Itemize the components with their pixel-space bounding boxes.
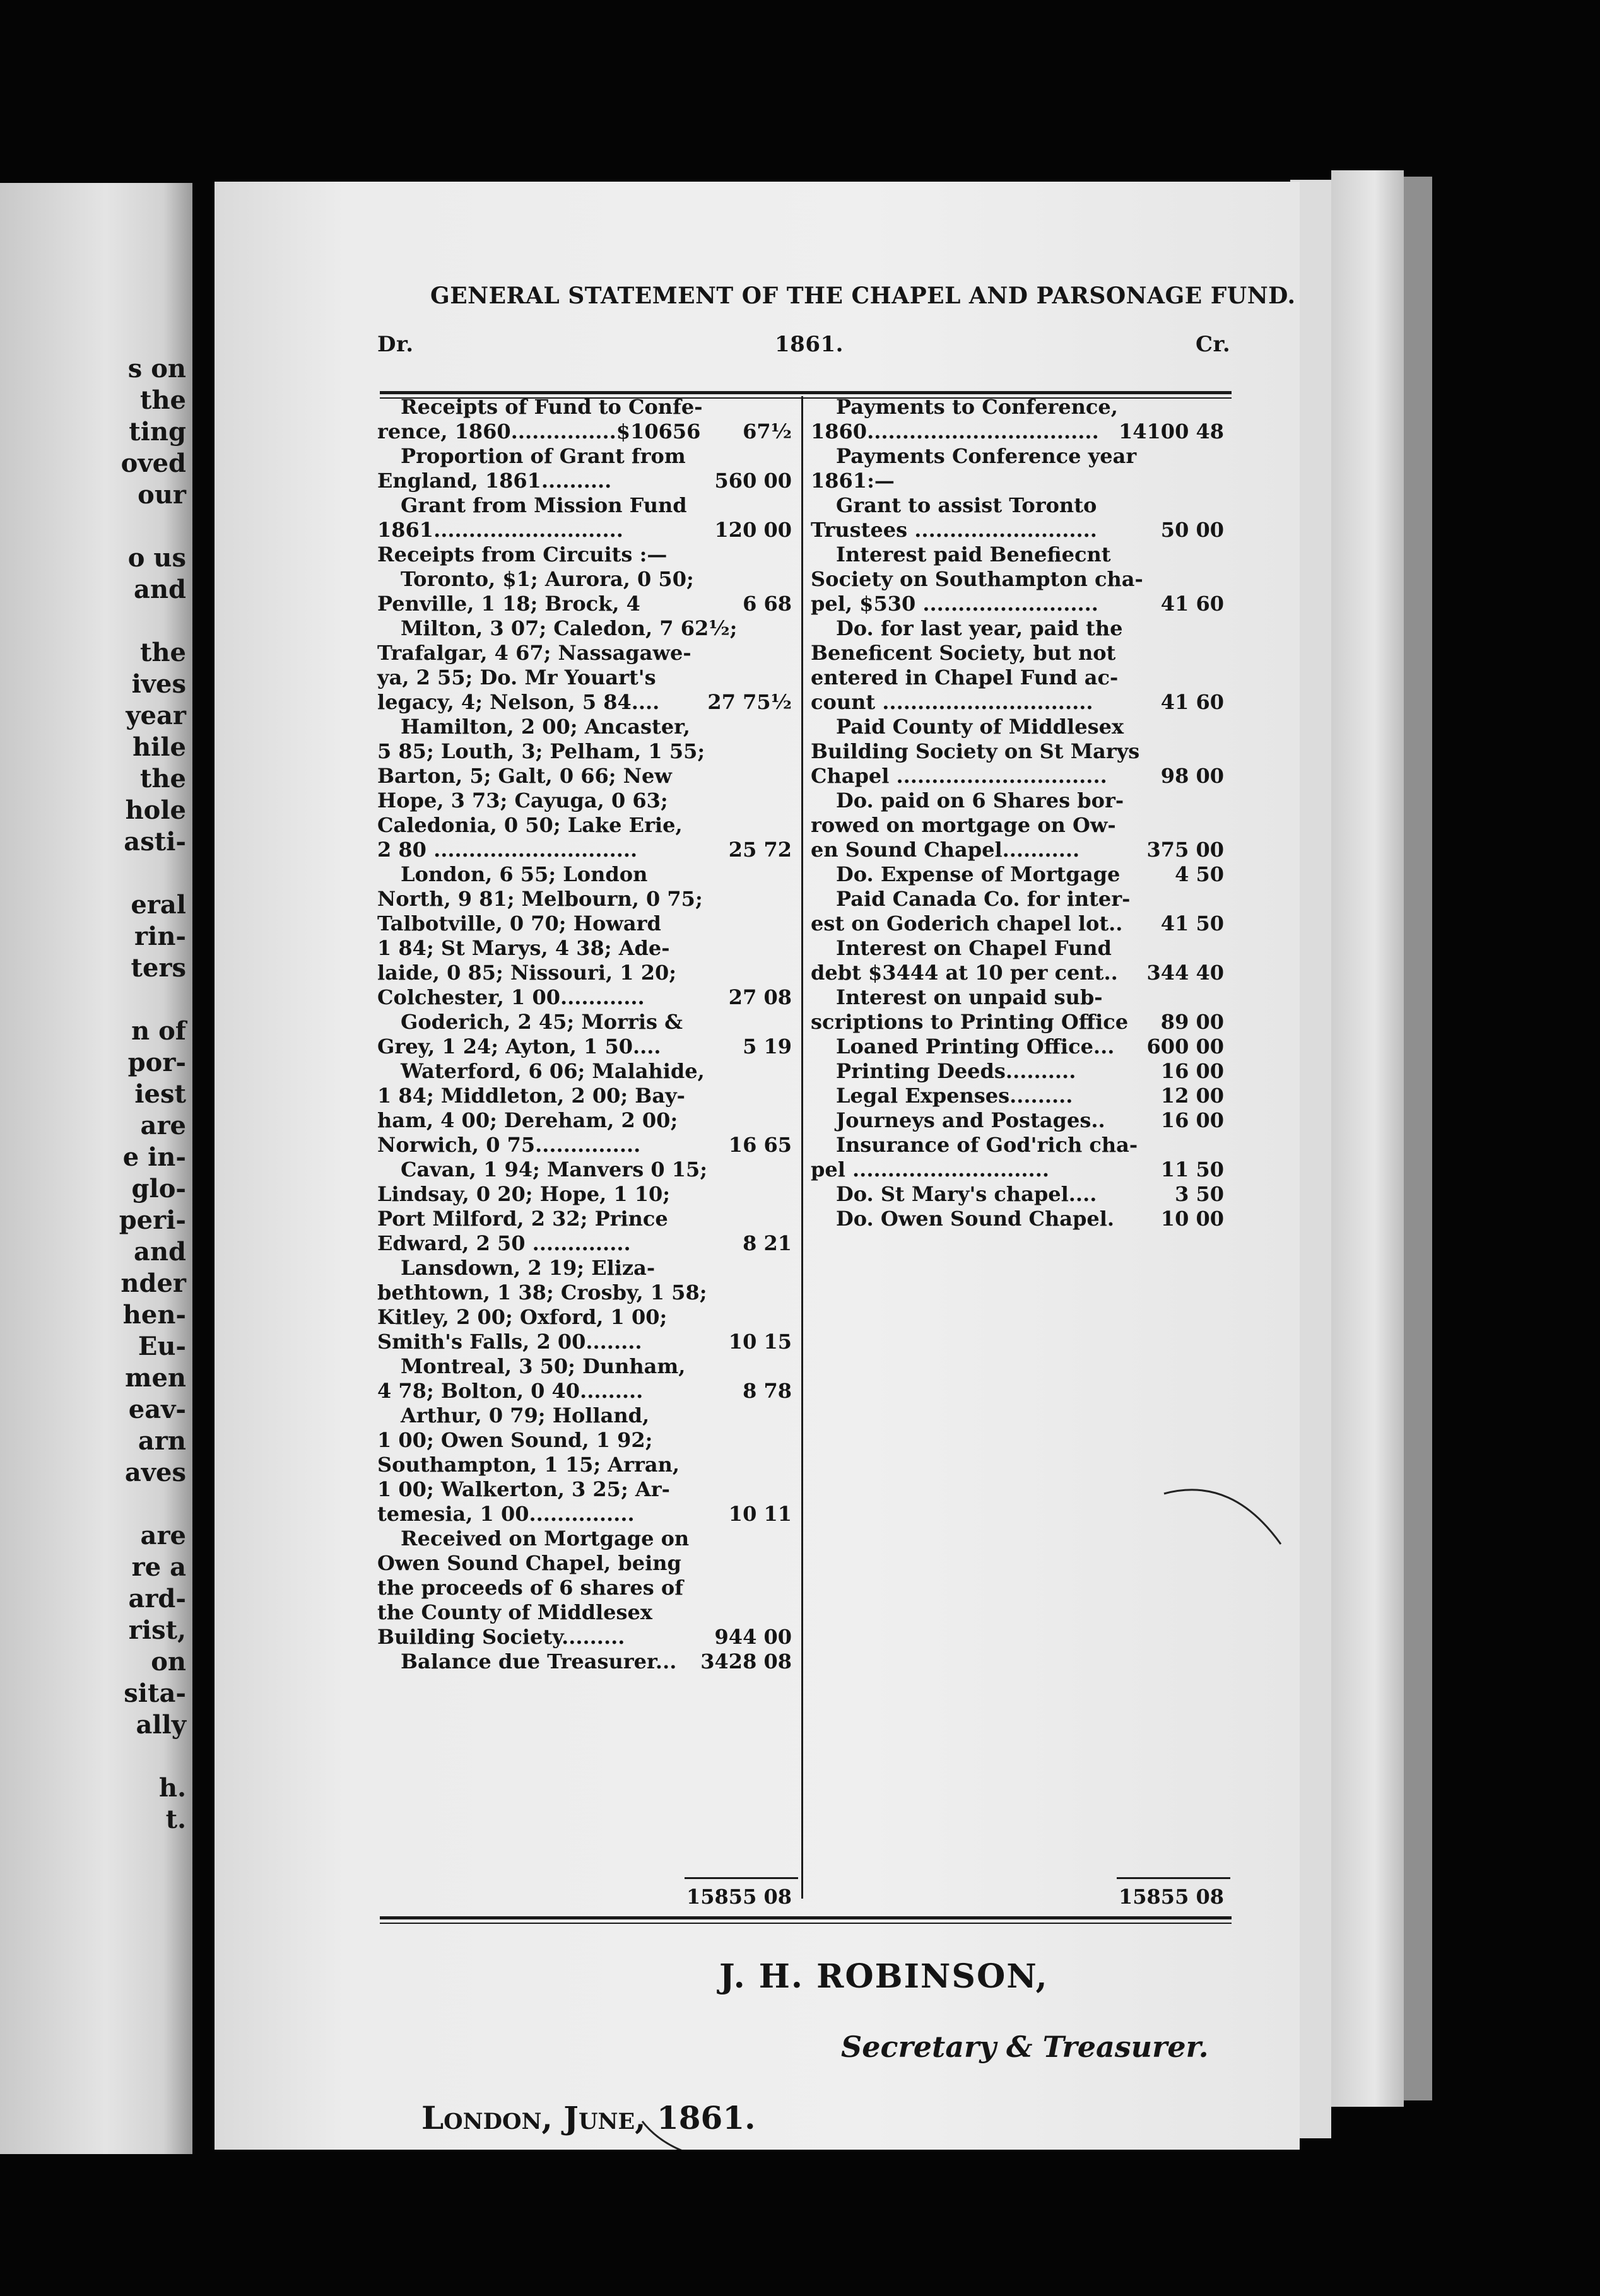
left-page-fragment: e in- [122,1142,186,1172]
credit-amount: 14100 48 [1119,419,1224,443]
left-page-fragment: oved [121,448,186,478]
debit-amount: 8 78 [743,1379,792,1403]
left-page-fragment: n of [131,1016,186,1046]
debit-line: 1 84; St Marys, 4 38; Ade- [377,936,670,960]
debit-line: Grant from Mission Fund [401,493,687,517]
credit-line: Society on Southampton cha- [811,567,1143,591]
credit-line: Journeys and Postages.. [836,1108,1105,1132]
left-page-fragment: hen- [122,1300,186,1330]
debit-line: Receipts from Circuits :— [377,542,668,566]
place-date: London, June, 1861. [421,2099,756,2136]
left-page-fragment: glo- [131,1174,186,1204]
credit-line: Do. paid on 6 Shares bor- [836,788,1124,812]
debit-line: temesia, 1 00............... [377,1502,635,1526]
left-page-fragment: ally [136,1710,186,1740]
left-page-fragment: nder [121,1268,186,1298]
left-page-fragment: the [139,385,186,415]
debit-line: rence, 1860...............$10656 [377,419,701,443]
debit-line: Received on Mortgage on [401,1526,690,1550]
debit-line: Cavan, 1 94; Manvers 0 15; [401,1157,708,1181]
left-page-fragment: our [138,480,186,510]
credit-line: count .............................. [811,690,1093,714]
debit-line: Milton, 3 07; Caledon, 7 62½; [401,616,738,640]
debit-amount: 560 00 [714,469,792,493]
debit-line: Owen Sound Chapel, being [377,1551,681,1575]
credit-line: Paid County of Middlesex [836,715,1124,739]
debit-line: Balance due Treasurer... [401,1649,677,1673]
left-page-fragment: and [134,1237,186,1267]
credit-line: debt $3444 at 10 per cent.. [811,961,1118,985]
credit-line: en Sound Chapel........... [811,838,1080,862]
debit-line: Waterford, 6 06; Malahide, [401,1059,705,1083]
debit-line: 2 80 ............................. [377,838,638,862]
left-page-fragment: sita- [124,1678,186,1708]
left-page-fragment: ters [131,953,186,983]
debit-line: Caledonia, 0 50; Lake Erie, [377,813,683,837]
credit-amount: 3 50 [1175,1182,1224,1206]
credit-amount: 41 50 [1160,911,1224,935]
debit-amount: 5 19 [743,1034,792,1058]
debit-line: ham, 4 00; Dereham, 2 00; [377,1108,678,1132]
page-edge-stack [1331,170,1404,2107]
left-page-fragment: asti- [124,827,186,857]
debit-line: Trafalgar, 4 67; Nassagawe- [377,641,691,665]
left-page-fragment: are [140,1111,186,1140]
left-page-fragment: aves [124,1458,186,1487]
credit-line: Building Society on St Marys [811,739,1140,763]
credit-amount: 4 50 [1175,862,1224,886]
credit-amount: 344 40 [1146,961,1224,985]
debit-line: 1 00; Walkerton, 3 25; Ar- [377,1477,670,1501]
left-page-fragment: are [140,1521,186,1550]
debit-line: 4 78; Bolton, 0 40......... [377,1379,644,1403]
debit-line: North, 9 81; Melbourn, 0 75; [377,887,703,911]
left-page-fragment: eral [131,890,186,920]
left-page-fragment: men [125,1363,186,1393]
debit-line: Port Milford, 2 32; Prince [377,1207,668,1231]
credit-line: Paid Canada Co. for inter- [836,887,1131,911]
credit-line: rowed on mortgage on Ow- [811,813,1116,837]
credit-line: Loaned Printing Office... [836,1034,1115,1058]
debit-line: 1 84; Middleton, 2 00; Bay- [377,1084,685,1108]
debit-amount: 944 00 [714,1625,792,1649]
credit-line: Grant to assist Toronto [836,493,1097,517]
credit-line: pel ............................ [811,1157,1049,1181]
credit-total: 15855 08 [1119,1885,1224,1909]
left-page-fragment: re a [131,1552,186,1582]
debit-line: Goderich, 2 45; Morris & [401,1010,683,1034]
debit-line: Barton, 5; Galt, 0 66; New [377,764,672,788]
debit-amount: 10 11 [728,1502,792,1526]
credit-amount: 10 00 [1160,1207,1224,1231]
credit-amount: 16 00 [1160,1108,1224,1132]
credit-line: Interest on Chapel Fund [836,936,1112,960]
left-page-fragment: rist, [128,1615,186,1645]
debit-line: Smith's Falls, 2 00........ [377,1330,642,1354]
debit-amount: 3428 08 [700,1649,792,1673]
credit-line: pel, $530 ......................... [811,592,1098,616]
left-page-fragment: t. [165,1805,186,1834]
debit-line: the proceeds of 6 shares of [377,1576,684,1600]
debit-amount: 6 68 [743,592,792,616]
credit-line: est on Goderich chapel lot.. [811,911,1123,935]
left-page-fragment: s on [127,354,186,384]
credit-amount: 41 60 [1160,690,1224,714]
credit-line: Trustees .......................... [811,518,1097,542]
left-page-fragment: and [134,575,186,604]
left-page-fragment: peri- [119,1205,186,1235]
left-page-fragment: ting [129,417,186,447]
debit-line: ya, 2 55; Do. Mr Youart's [377,665,656,689]
credit-line: 1861:— [811,469,895,493]
debit-line: bethtown, 1 38; Crosby, 1 58; [377,1280,707,1304]
debit-amount: 25 72 [728,838,792,862]
credit-amount: 375 00 [1146,838,1224,862]
debit-line: Southampton, 1 15; Arran, [377,1453,679,1477]
credit-line: Do. for last year, paid the [836,616,1123,640]
debit-amount: 10 15 [728,1330,792,1354]
left-page-fragment: eav- [128,1395,186,1424]
debit-amount: 27 75½ [707,690,792,714]
debit-line: Kitley, 2 00; Oxford, 1 00; [377,1305,668,1329]
main-page [215,182,1300,2150]
left-page-fragment: rin- [134,922,186,951]
debit-amount: 16 65 [728,1133,792,1157]
left-page-fragment: on [151,1647,186,1677]
debit-amount: 27 08 [728,985,792,1009]
credit-amount: 89 00 [1160,1010,1224,1034]
left-page-fragment: ives [131,669,186,699]
credit-line: Payments Conference year [836,444,1137,468]
left-page-fragment: iest [134,1079,186,1109]
debit-line: Grey, 1 24; Ayton, 1 50.... [377,1034,661,1058]
debit-line: laide, 0 85; Nissouri, 1 20; [377,961,677,985]
credit-amount: 16 00 [1160,1059,1224,1083]
debit-line: Toronto, $1; Aurora, 0 50; [401,567,694,591]
left-facing-page [0,183,192,2154]
left-page-fragment: the [139,764,186,794]
debit-amount: 8 21 [743,1231,792,1255]
debit-line: 1861........................... [377,518,623,542]
signature-title: Secretary & Treasurer. [841,2030,1209,2064]
debit-line: 5 85; Louth, 3; Pelham, 1 55; [377,739,705,763]
debit-line: the County of Middlesex [377,1600,652,1624]
credit-line: Beneficent Society, but not [811,641,1116,665]
signature-name: J. H. ROBINSON, [719,1957,1049,1996]
credit-line: Printing Deeds.......... [836,1059,1076,1083]
credit-line: Do. St Mary's chapel.... [836,1182,1097,1206]
credit-line: Chapel .............................. [811,764,1107,788]
pencil-marks [215,182,1300,2150]
debit-line: Edward, 2 50 .............. [377,1231,631,1255]
left-page-fragment: year [126,701,186,730]
credit-line: Insurance of God'rich cha- [836,1133,1138,1157]
debit-line: Hope, 3 73; Cayuga, 0 63; [377,788,668,812]
debit-line: Lindsay, 0 20; Hope, 1 10; [377,1182,671,1206]
debit-line: Colchester, 1 00............ [377,985,645,1009]
left-page-fragment: h. [158,1773,186,1803]
left-page-fragment: ard- [128,1584,186,1614]
credit-amount: 41 60 [1160,592,1224,616]
debit-line: Receipts of Fund to Confe- [401,395,703,419]
left-page-fragment: hile [132,732,186,762]
debit-line: 1 00; Owen Sound, 1 92; [377,1428,653,1452]
credit-amount: 600 00 [1146,1034,1224,1058]
credit-line: scriptions to Printing Office [811,1010,1129,1034]
document-title: GENERAL STATEMENT OF THE CHAPEL AND PARSONAGE FUND. [430,283,1296,309]
credit-label: Cr. [1196,332,1231,357]
debit-label: Dr. [377,332,414,357]
debit-line: Building Society......... [377,1625,625,1649]
credit-line: Do. Expense of Mortgage [836,862,1121,886]
year-label: 1861. [775,332,844,357]
debit-line: Norwich, 0 75............... [377,1133,641,1157]
credit-line: Payments to Conference, [836,395,1118,419]
debit-line: England, 1861.......... [377,469,612,493]
credit-line: Interest paid Benefiecnt [836,542,1111,566]
debit-line: London, 6 55; London [401,862,648,886]
debit-line: Proportion of Grant from [401,444,686,468]
debit-amount: 67½ [743,419,792,443]
credit-amount: 11 50 [1160,1157,1224,1181]
credit-line: Do. Owen Sound Chapel. [836,1207,1114,1231]
left-page-fragment: arn [138,1426,186,1456]
page-edge-dark [1404,177,1432,2100]
debit-line: Arthur, 0 79; Holland, [401,1403,650,1427]
left-page-fragment: Eu- [138,1332,186,1361]
debit-line: Hamilton, 2 00; Ancaster, [401,715,690,739]
credit-amount: 12 00 [1160,1084,1224,1108]
debit-line: Penville, 1 18; Brock, 4 [377,592,640,616]
left-page-fragment: o us [127,543,186,573]
left-page-fragment: the [139,638,186,667]
credit-amount: 98 00 [1160,764,1224,788]
debit-line: legacy, 4; Nelson, 5 84.... [377,690,660,714]
credit-amount: 50 00 [1160,518,1224,542]
debit-line: Lansdown, 2 19; Eliza- [401,1256,656,1280]
debit-total: 15855 08 [686,1885,792,1909]
debit-line: Montreal, 3 50; Dunham, [401,1354,686,1378]
debit-line: Talbotville, 0 70; Howard [377,911,661,935]
credit-line: 1860................................. [811,419,1099,443]
credit-line: entered in Chapel Fund ac- [811,665,1119,689]
left-page-fragment: hole [125,795,186,825]
debit-amount: 120 00 [714,518,792,542]
credit-line: Legal Expenses......... [836,1084,1073,1108]
credit-line: Interest on unpaid sub- [836,985,1103,1009]
left-page-fragment: por- [127,1048,186,1077]
